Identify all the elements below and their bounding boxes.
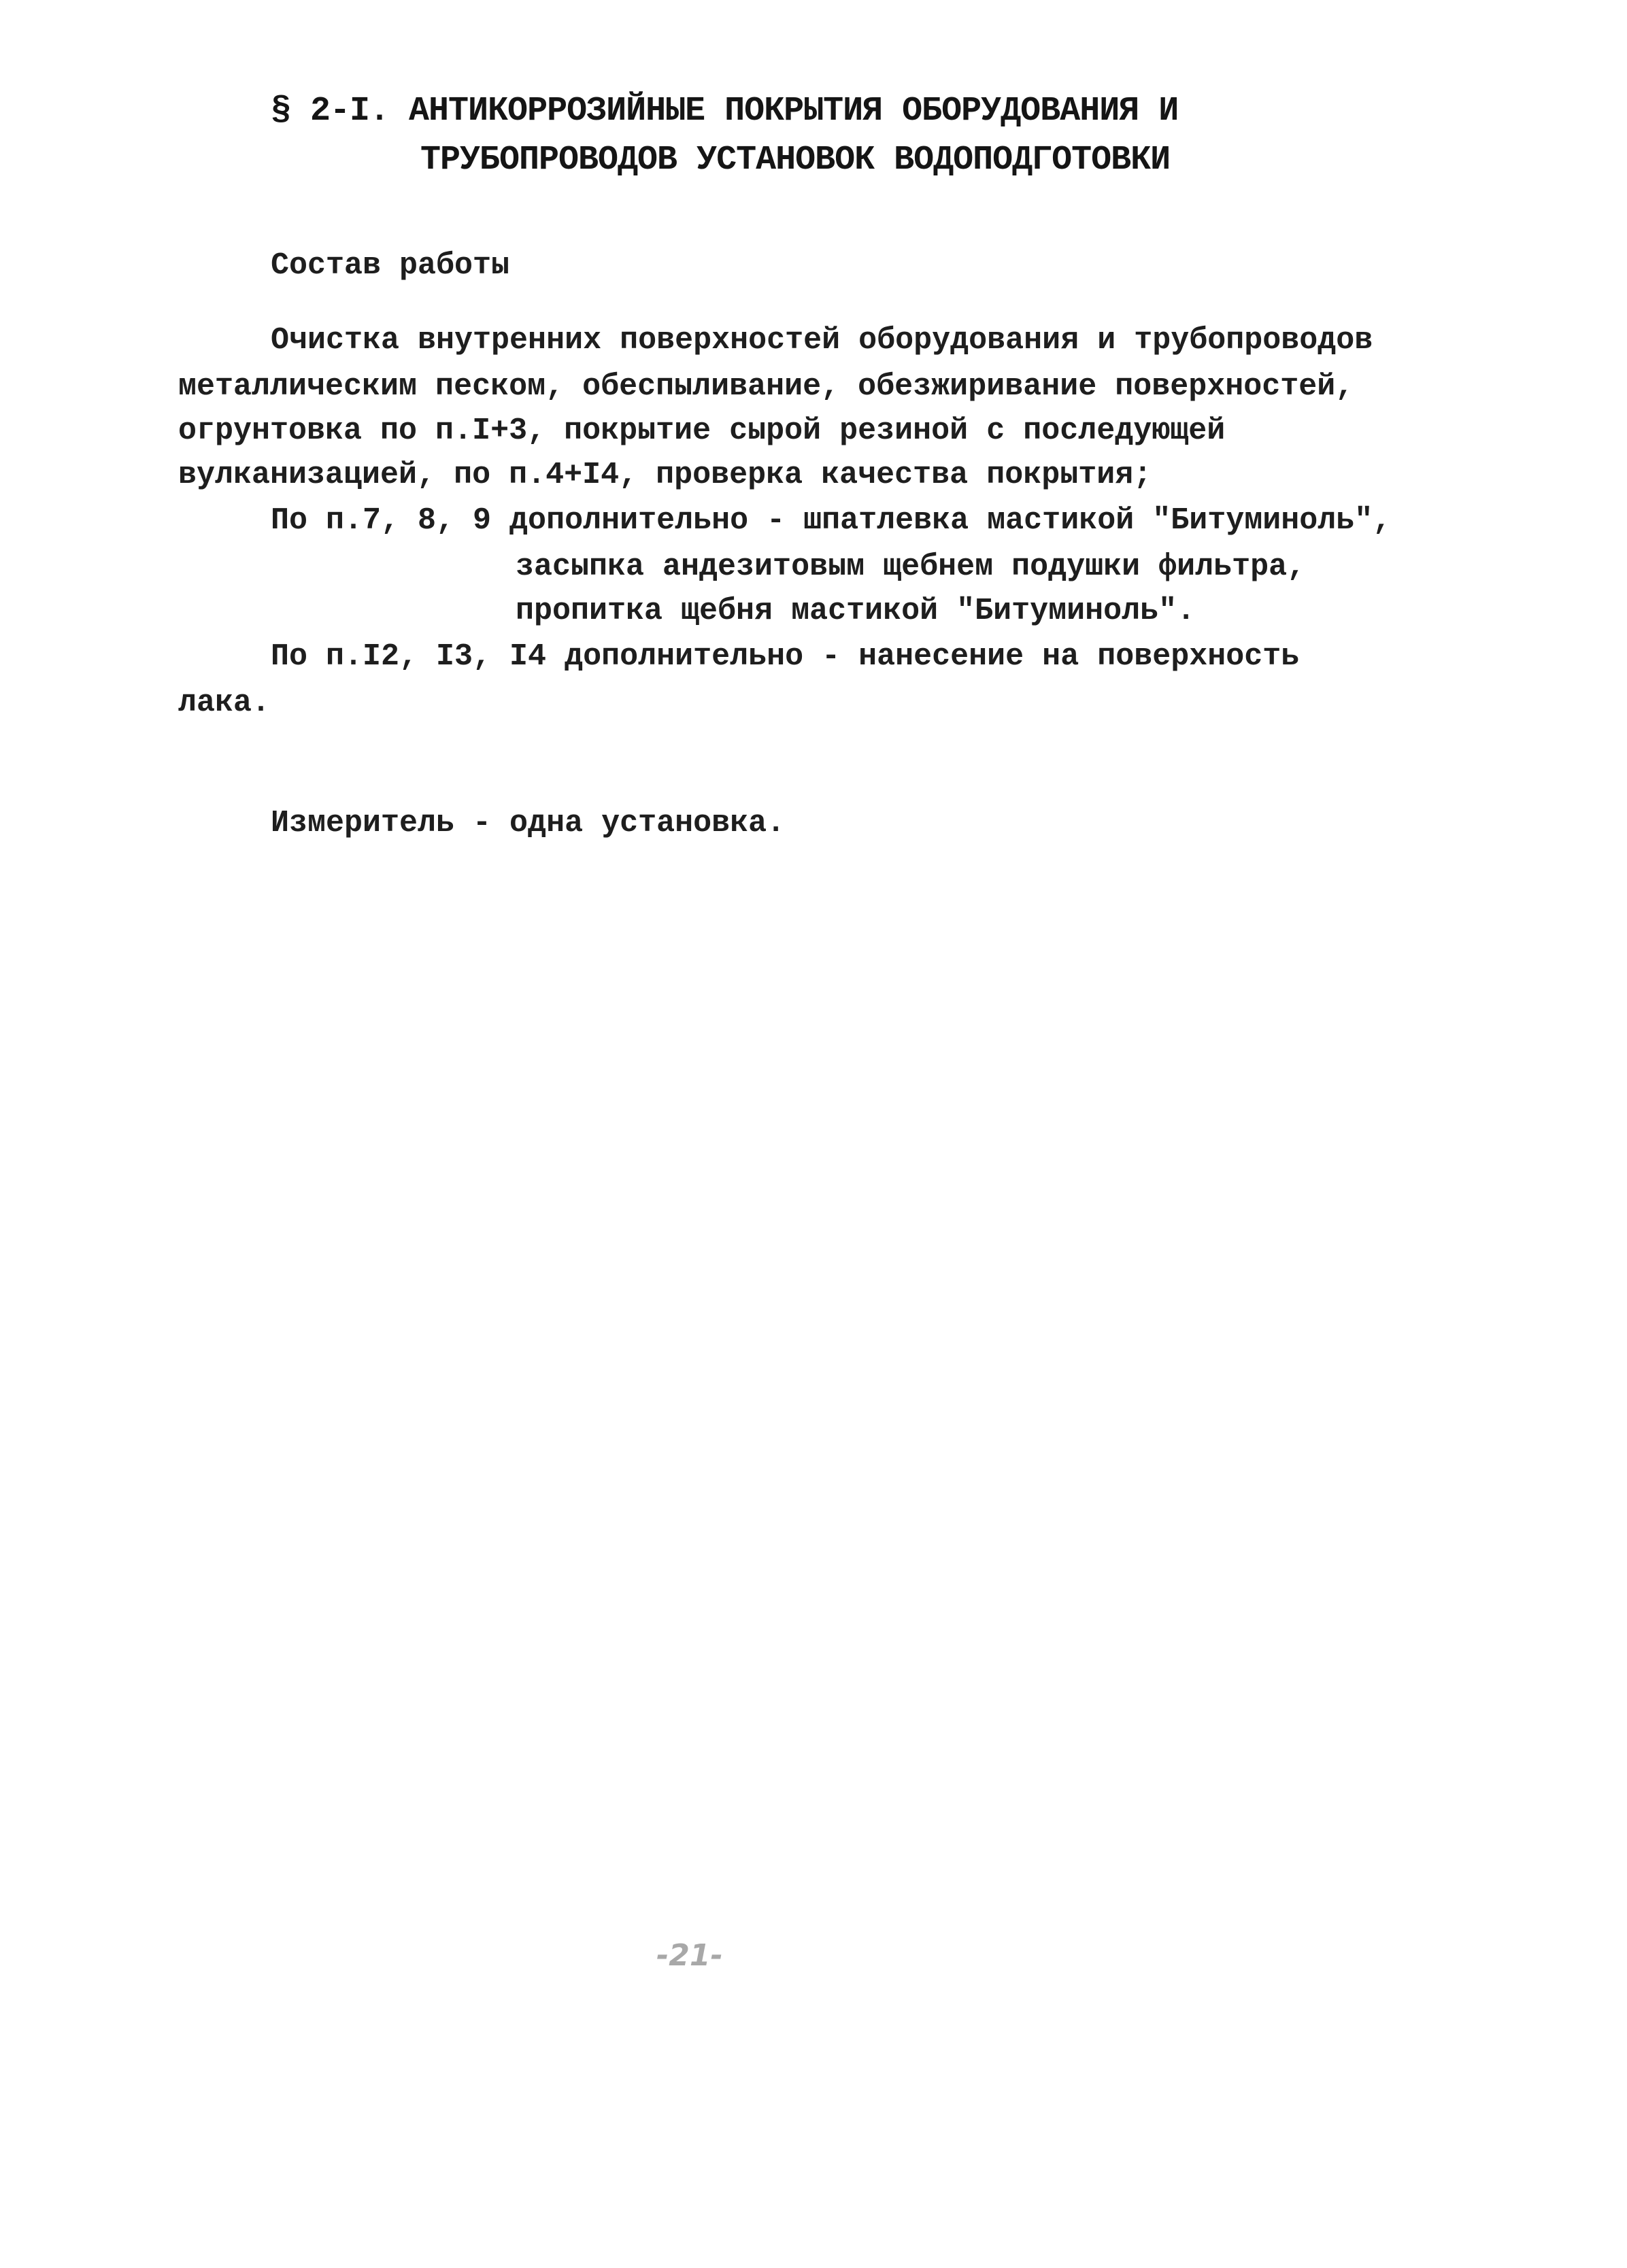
title-line-1: § 2-I. АНТИКОРРОЗИЙНЫЕ ПОКРЫТИЯ ОБОРУДОВАНИЯ И	[271, 92, 1179, 131]
body-line-3: огрунтовка по п.I+3, покрытие сырой резиной с последующей	[178, 413, 1226, 448]
body-line-5: По п.7, 8, 9 дополнительно - шпатлевка мастикой "Битуминоль",	[271, 503, 1392, 538]
body-line-1: Очистка внутренних поверхностей оборудования и трубопроводов	[271, 323, 1373, 358]
body-line-2: металлическим песком, обеспыливание, обезжиривание поверхностей,	[178, 369, 1354, 404]
measure-unit: Измеритель - одна установка.	[271, 806, 786, 841]
title-line-2: ТРУБОПРОВОДОВ УСТАНОВОК ВОДОПОДГОТОВКИ	[420, 141, 1171, 180]
body-line-7: пропитка щебня мастикой "Битуминоль".	[516, 594, 1196, 628]
body-line-8: По п.I2, I3, I4 дополнительно - нанесение на поверхность	[271, 639, 1300, 674]
body-line-4: вулканизацией, по п.4+I4, проверка качества покрытия;	[178, 458, 1152, 492]
page-number: -21-	[656, 1938, 723, 1973]
section-heading: Состав работы	[271, 248, 510, 283]
body-line-9: лака.	[178, 686, 271, 720]
body-line-6: засыпка андезитовым щебнем подушки фильтра,	[516, 549, 1306, 584]
